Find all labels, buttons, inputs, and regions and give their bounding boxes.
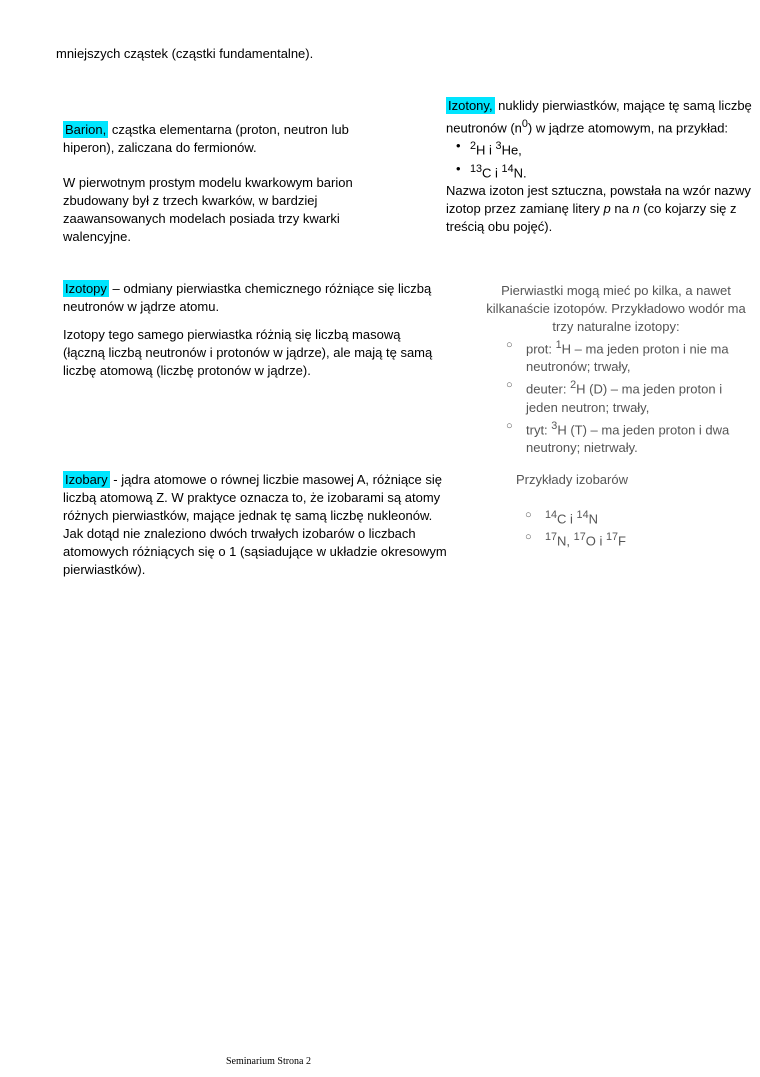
- izotony-note: Nazwa izoton jest sztuczna, powstała na wzór nazwy izotop przez zamianę litery p na n (co kojarzy się z treścią obu pojęć).: [446, 182, 751, 234]
- izotopy-side-list: [506, 336, 746, 457]
- izobary-block: [63, 471, 448, 579]
- izotony-term: Izotony,: [448, 98, 493, 113]
- list-item: ○ prot: $^1$H – ma jeden proton i nie ma neutronów; trwały,: [506, 336, 746, 376]
- barion-term: Barion,: [65, 122, 107, 137]
- page-footer: Seminarium Strona 2: [226, 1056, 311, 1067]
- izobary-side: [516, 471, 736, 551]
- list-item: • $^{13}$C i $^{14}$N.: [446, 160, 754, 182]
- izotony-definition: Izotony, nuklidy pierwiastków, mające tę samą liczbę neutronów $(n^0)$ w jądrze atomowym, na przykład:: [446, 98, 752, 136]
- izotopy-definition: Izotopy – odmiany pierwiastka chemicznego różniące się liczbą neutronów w jądrze atomu.: [63, 281, 432, 314]
- izobary-side-title: Przykłady izobarów: [516, 472, 628, 487]
- barion-note: W pierwotnym prostym modelu kwarkowym barion zbudowany był z trzech kwarków, w bardziej zaawansowanych modelach posiada trzy kwarki walencyjne.: [63, 175, 353, 244]
- izobary-side-list: [525, 506, 736, 551]
- list-item: ○ deuter: $^2$H (D) – ma jeden proton i jeden neutron; trwały,: [506, 376, 746, 416]
- izotopy-term: Izotopy: [65, 281, 107, 296]
- izobary-definition: Izobary - jądra atomowe o równej liczbie masowej A, różniące się liczbą atomową Z. W praktyce oznacza to, że izobarami są atomy różnych pierwiastków, mające jednak tę samą liczbę nukleonów. Jak dotąd nie znaleziono dwóch trwałych izobarów o liczbach atomowych różniących się o 1 (sąsiadujące w układzie okresowym pierwiastków).: [63, 472, 447, 577]
- list-item: ○ $^{17}$N, $^{17}$O i $^{17}$F: [525, 528, 736, 550]
- list-item: • $^2$H i $^3$He,: [446, 137, 754, 159]
- izotony-block: [446, 97, 754, 236]
- izobary-term: Izobary: [65, 472, 108, 487]
- izotopy-block: [63, 280, 443, 380]
- izotony-examples: [446, 137, 754, 182]
- izotopy-side: [486, 282, 746, 457]
- barion-block: [63, 121, 363, 246]
- list-item: ○ $^{14}$C i $^{14}$N: [525, 506, 736, 528]
- barion-definition: Barion, cząstka elementarna (proton, neutron lub hiperon), zaliczana do fermionów.: [63, 122, 349, 155]
- top-fragment: mniejszych cząstek (cząstki fundamentalne).: [56, 46, 314, 61]
- list-item: ○ tryt: $^3$H (T) – ma jeden proton i dwa neutrony; nietrwały.: [506, 417, 746, 457]
- izotopy-side-intro: Pierwiastki mogą mieć po kilka, a nawet kilkanaście izotopów. Przykładowo wodór ma trzy naturalne izotopy:: [486, 283, 746, 334]
- izotopy-note: Izotopy tego samego pierwiastka różnią się liczbą masową (łączną liczbą neutronów i protonów w jądrze), ale mają tę samą liczbę atomową (liczbę protonów w jądrze).: [63, 327, 433, 378]
